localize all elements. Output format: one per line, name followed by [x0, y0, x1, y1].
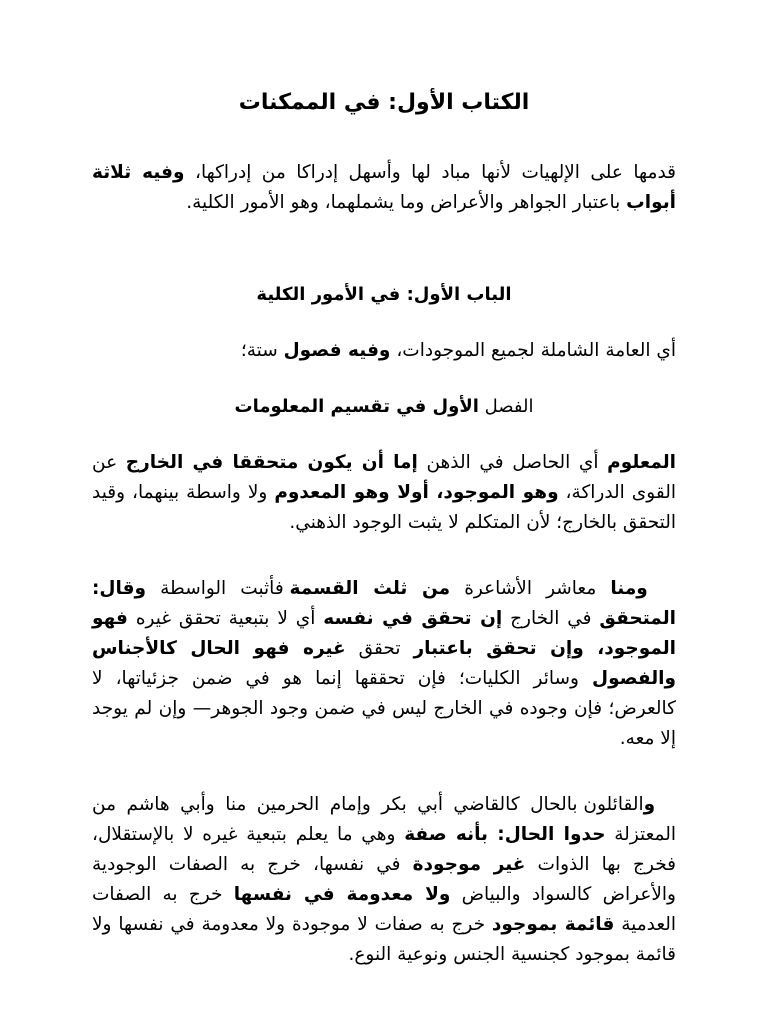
paragraph-3: [92, 790, 676, 970]
p1-text-2: عن القوى الدراكة،: [92, 452, 676, 503]
p3-bold-2: حدوا الحال: بأنه صفة: [404, 824, 606, 845]
section-title-bold: الأول في: [396, 396, 479, 417]
p3-bold-1: و: [643, 794, 656, 815]
p3-text-5: خرج به صفات لا موجودة ولا معدومة في نفسها ولا قائمة بموجود كجنسية الجنس ونوعية النوع.: [92, 914, 676, 965]
chapter-desc-bold-1: وفيه فصول: [283, 340, 391, 361]
p1-text-3: ولا واسطة بينهما، وقيد التحقق بالخارج؛ لأن المتكلم لا يثبت الوجود الذهني.: [92, 482, 676, 533]
intro-text-2: باعتبار الجواهر والأعراض وما يشملهما، وهو الأمور الكلية.: [186, 192, 627, 213]
p2-text-3: في الخارج: [502, 608, 600, 629]
p3-text-3: في نفسها، خرج به الصفات الوجودية والأعراض كالسواد والبياض: [92, 854, 676, 905]
p2-bold-5: فهو الموجود، وإن تحقق باعتبار: [92, 608, 677, 659]
p3-text-2: وهي ما يعلم بتبعية غيره لا بالإستقلال، فخرج بها الذوات: [92, 824, 676, 875]
p3-text-1: القائلون بالحال كالقاضي أبي بكر وإمام الحرمين منا وأبي هاشم من المعتزلة: [92, 794, 677, 845]
p2-bold-2: من ثلث القسمة: [289, 578, 451, 599]
p2-bold-4: إن تحقق في نفسه: [323, 608, 503, 629]
p2-text-6: وسائر الكليات؛ فإن تحققها إنما هو في ضمن جزئياتها، لا كالعرض؛ فإن وجوده في الخارج ليس في ضمن وجود الجوهر— وإن لم يوجد إلا معه.: [92, 668, 676, 749]
intro-text-1: قدمها على الإلهيات لأنها مباد لها وأسهل إدراكا من إدراكها،: [184, 162, 677, 183]
p2-bold-6: غيره فهو الحال كالأجناس والفصول: [92, 638, 676, 689]
p2-text-5: تحقق: [345, 638, 414, 659]
p3-bold-4: ولا معدومة في نفسها: [233, 884, 451, 905]
book-title: الكتاب الأول: في الممكنات: [238, 90, 530, 115]
chapter-desc-text-2: ستة؛: [240, 340, 284, 361]
p3-bold-3: غير موجودة: [412, 854, 526, 875]
p2-text-2: فأثبت الواسطة: [146, 578, 290, 599]
p3-bold-5: قائمة بموجود: [491, 914, 615, 935]
chapter-title: الباب الأول: في الأمور الكلية: [256, 284, 512, 305]
section-title-rest: تقسيم المعلومات: [234, 396, 397, 417]
section-title-light: الفصل: [478, 396, 534, 417]
p2-text-1: معاشر الأشاعرة: [450, 578, 611, 599]
p1-bold-3: وهو الموجود، أولا وهو المعدوم: [274, 482, 559, 503]
p3-text-4: خرج به الصفات العدمية: [92, 884, 677, 935]
p1-bold-1: المعلوم: [607, 452, 677, 473]
p1-bold-2: إما أن يكون متحققا في الخارج: [125, 452, 418, 473]
p2-text-4: أي لا بتبعية تحقق غيره: [127, 608, 324, 629]
p1-text-1: أي الحاصل في الذهن: [417, 452, 608, 473]
paragraph-1: [92, 448, 676, 538]
p2-bold-3: وقال: المتحقق: [92, 578, 676, 629]
section-title: [92, 392, 676, 422]
paragraph-2: [92, 574, 676, 754]
intro-bold-1: وفيه ثلاثة أبواب: [92, 162, 676, 213]
intro-paragraph: [92, 158, 676, 218]
p2-bold-1: ومنا: [610, 578, 648, 599]
chapter-desc-text-1: أي العامة الشاملة لجميع الموجودات،: [390, 340, 676, 361]
chapter-description: [92, 336, 676, 366]
